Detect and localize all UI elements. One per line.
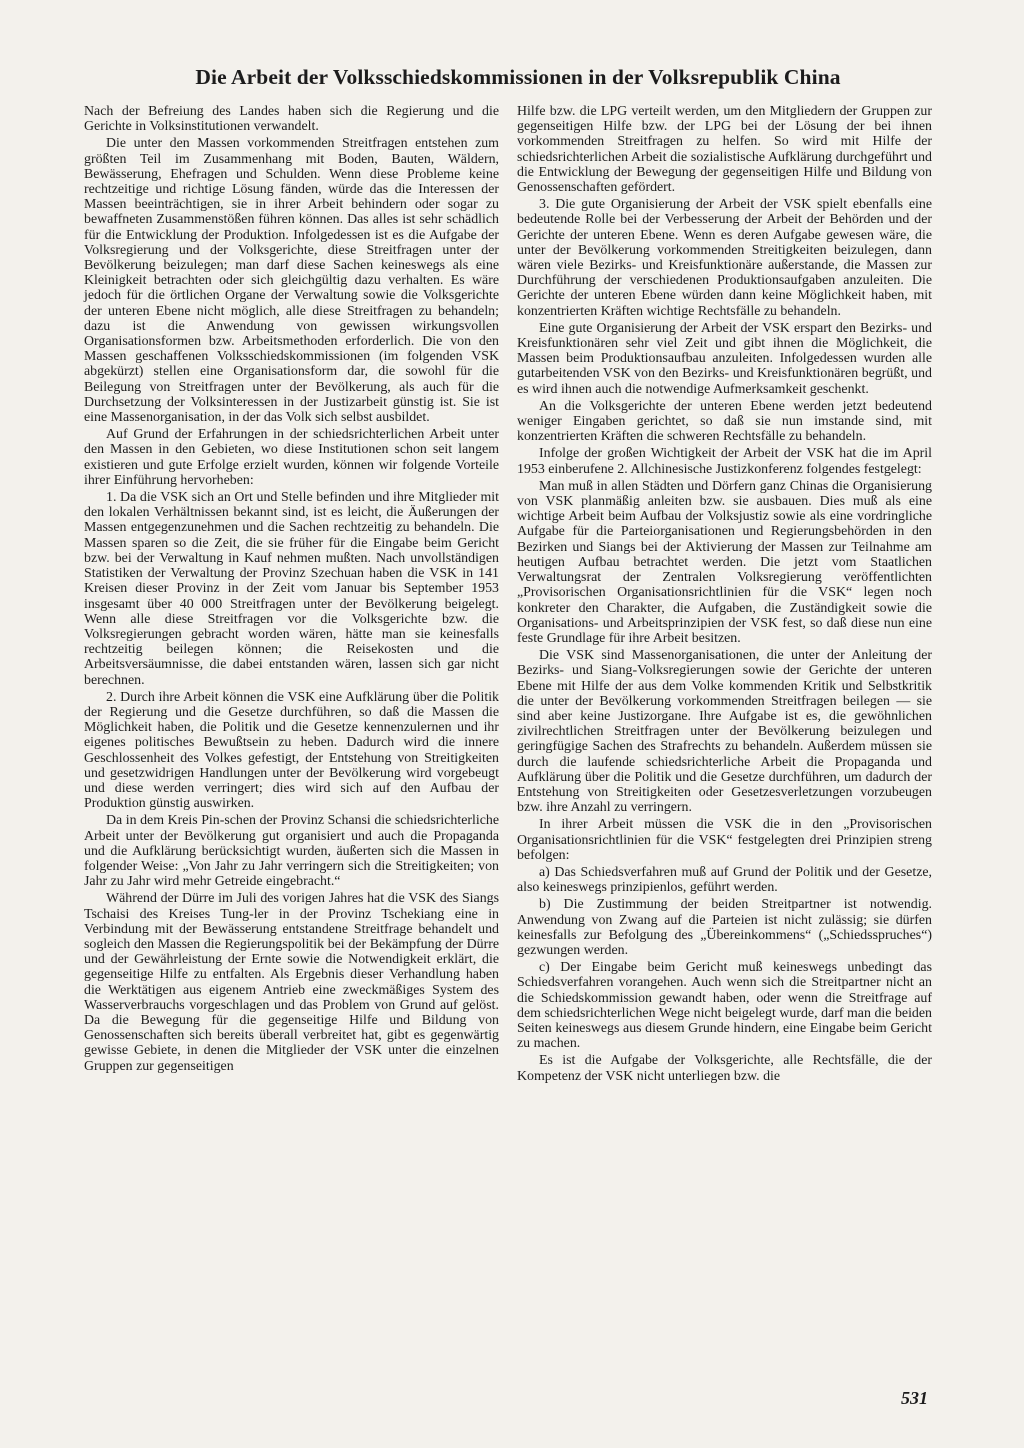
text-columns <box>84 104 932 1086</box>
left-column <box>84 104 499 1086</box>
article-title: Die Arbeit der Volksschiedskommissionen in der Volksrepublik China <box>195 65 841 89</box>
paragraph: Die VSK sind Massenorganisationen, die unter der Anleitung der Bezirks- und Siang-Volksregierungen sowie der Gerichte der unteren Ebene mit Hilfe der aus dem Volke kommenden Kritik und Selbstkritik die unter der Bevölkerung vorkommenden Streitfragen beilegen — sie sind aber keine Justizorgane. Ihre Aufgabe ist es, die gewöhnlichen zivilrechtlichen Streitfragen unter der Bevölkerung beizulegen und geringfügige Sachen des Strafrechts zu behandeln. Außerdem müssen sie durch die laufende schiedsrichterliche Arbeit die Propaganda und Aufklärung über die Politik und die Gesetze durchführen, um dadurch der Entstehung von Streitigkeiten oder Gesetzesverletzungen vorzubeugen bzw. ihre Anzahl zu verringern. <box>517 648 932 816</box>
paragraph: Die unter den Massen vorkommenden Streitfragen entstehen zum größten Teil im Zusammenhang mit Boden, Bauten, Wäldern, Bewässerung, Ehefragen und Schulden. Wenn diese Probleme keine rechtzeitige und richtige Lösung fänden, würde das die Interessen der Massen beeinträchtigen, sie in ihrer Arbeit behindern oder sogar zu bewaffneten Zusammenstößen führen können. Das alles ist sehr schädlich für die Entwicklung der Produktion. Infolgedessen ist es die Aufgabe der Volksregierung und der Volksgerichte, diese Streitfragen unter der Bevölkerung beizulegen; man darf diese Sachen keineswegs als eine Kleinigkeit betrachten oder sich gleichgültig dazu verhalten. Es wäre jedoch für die örtlichen Organe der Verwaltung sowie die Volksgerichte der unteren Ebene nicht möglich, alle diese Streitfragen zu behandeln; dazu ist die Anwendung von gewissen wirkungsvollen Organisationsformen bzw. Arbeitsmethoden erforderlich. Die von den Massen geschaffenen Volksschiedskommissionen (im folgenden VSK abgekürzt) stellen eine Organisationsform dar, die sowohl für die Beilegung von Streitfragen unter der Bevölkerung, als auch für die Durchsetzung der Volksinteressen in der Justizarbeit günstig ist. Sie ist eine Massenorganisation, in der das Volk sich selbst ausbildet. <box>84 136 499 426</box>
paragraph: Auf Grund der Erfahrungen in der schiedsrichterlichen Arbeit unter den Massen in den Gebieten, wo diese Institutionen schon seit langem existieren und gute Erfolge erzielt wurden, können wir folgende Vorteile ihrer Einführung hervorheben: <box>84 427 499 488</box>
paragraph: An die Volksgerichte der unteren Ebene werden jetzt bedeutend weniger Eingaben gerichtet, so daß sie nun imstande sind, mit konzentrierten Kräften die schweren Rechtsfälle zu behandeln. <box>517 398 932 445</box>
list-item: c) Der Eingabe beim Gericht muß keineswegs unbedingt das Schiedsverfahren vorangehen. Auch wenn sich die Streitpartner nicht an die Schiedskommission gewandt haben, oder wenn die Streitfrage auf dem schiedsrichterlichen Wege nicht beigelegt wurde, darf man die beiden Seiten keineswegs aus diesem Grunde hindern, eine Eingabe beim Gericht zu machen. <box>517 960 932 1052</box>
paragraph: Nach der Befreiung des Landes haben sich die Regierung und die Gerichte in Volksinstitutionen verwandelt. <box>84 104 499 135</box>
quoted-paragraph: Man muß in allen Städten und Dörfern ganz Chinas die Organisierung von VSK planmäßig anleiten bzw. sie ausbauen. Dies muß als eine wichtige Arbeit beim Aufbau der Volksjustiz sowie als eine vordringliche Aufgabe für die Parteiorganisationen und Regierungsbehörden in den Bezirken und Siangs bei der Aktivierung der Massen zur Teilnahme am heutigen Aufbau betrachtet werden. Die jetzt vom Staatlichen Verwaltungsrat der Zentralen Volksregierung veröffentlichten „Provisorischen Organisationsrichtlinien für die VSK“ legen noch konkreter den Charakter, die Aufgaben, die Zuständigkeit sowie die Organisations- und Arbeitsprinzipien der VSK fest, so daß diese nun eine feste Grundlage für ihre Arbeit besitzen. <box>517 478 932 646</box>
page-number: 531 <box>901 1388 928 1408</box>
right-column <box>517 104 932 1086</box>
paragraph: 3. Die gute Organisierung der Arbeit der VSK spielt ebenfalls eine bedeutende Rolle bei der Verbesserung der Arbeit der Behörden und der Gerichte der unteren Ebene. Wenn es deren Aufgabe gewesen wäre, die unter der Bevölkerung vorkommenden Streitigkeiten beizulegen, dann wären viele Bezirks- und Kreisfunktionäre außerstande, die Massen zur Durchführung der verschiedenen Produktionsaufgaben anzuleiten. Die Gerichte der unteren Ebene würden dann keine Möglichkeit haben, mit konzentrierten Kräften wichtige Rechtsfälle zu behandeln. <box>517 197 932 319</box>
paragraph: Da in dem Kreis Pin-schen der Provinz Schansi die schiedsrichterliche Arbeit unter der Bevölkerung gut organisiert und auch die Propaganda und die Aufklärung berücksichtigt wurden, äußerten sich die Massen in folgender Weise: „Von Jahr zu Jahr verringern sich die Streitigkeiten; von Jahr zu Jahr wird mehr Getreide eingebracht.“ <box>84 813 499 890</box>
list-item: a) Das Schiedsverfahren muß auf Grund der Politik und der Gesetze, also keineswegs prinzipienlos, geführt werden. <box>517 864 932 896</box>
paragraph: Während der Dürre im Juli des vorigen Jahres hat die VSK des Siangs Tschaisi des Kreises Tung-ler in der Provinz Tschekiang eine in Verbindung mit der Bewässerung entstandene Streitfrage behandelt und sogleich den Massen die Regierungspolitik bei der Bekämpfung der Dürre und der Gewährleistung der Ernte sowie die Notwendigkeit erklärt, die gegenseitige Hilfe zu entfalten. Als Ergebnis dieser Verhandlung haben die Werktätigen aus eigenem Antrieb eine zweckmäßiges System des Wasserverbrauchs vorgeschlagen und das Problem von Grund auf gelöst. Da die Bewegung für die gegenseitige Hilfe und Bildung von Genossenschaften sich bereits überall verbreitet hat, gibt es gegenwärtig gewisse Gebiete, in denen die Mitglieder der VSK unter die einzelnen Gruppen zur gegenseitigen <box>84 891 499 1074</box>
list-item: b) Die Zustimmung der beiden Streitpartner ist notwendig. Anwendung von Zwang auf die Parteien ist nicht zulässig; sie dürfen keinesfalls zur Befolgung des „Übereinkommens“ („Schiedsspruches“) gezwungen werden. <box>517 897 932 958</box>
paragraph: Es ist die Aufgabe der Volksgerichte, alle Rechtsfälle, die der Kompetenz der VSK nicht unterliegen bzw. die <box>517 1053 932 1084</box>
paragraph: Hilfe bzw. die LPG verteilt werden, um den Mitgliedern der Gruppen zur gegenseitigen Hilfe bzw. der LPG bei der Lösung der bei ihnen vorkommenden Streitfragen zu helfen. So wird mit Hilfe der schiedsrichterlichen Arbeit die sozialistische Aufklärung durchgeführt und die Entwicklung der Bewegung der gegenseitigen Hilfe und Bildung von Genossenschaften gefördert. <box>517 104 932 196</box>
paragraph: 2. Durch ihre Arbeit können die VSK eine Aufklärung über die Politik der Regierung und die Gesetze durchführen, so daß die Massen die Möglichkeit haben, die Politik und die Gesetze kennenzulernen und ihr eigenes politisches Bewußtsein zu heben. Dadurch wird die innere Geschlossenheit des Volkes gefestigt, der Entstehung von Streitigkeiten und gesetzwidrigen Handlungen unter der Bevölkerung wird vorgebeugt und diese werden verringert; dies wird sich auf den Aufbau der Produktion günstig auswirken. <box>84 689 499 812</box>
paragraph: Infolge der großen Wichtigkeit der Arbeit der VSK hat die im April 1953 einberufene 2. Allchinesische Justizkonferenz folgendes festgelegt: <box>517 446 932 477</box>
paragraph: 1. Da die VSK sich an Ort und Stelle befinden und ihre Mitglieder mit den lokalen Verhältnissen bekannt sind, ist es leicht, die Äußerungen der Massen entgegenzunehmen und die Sachen rechtzeitig zu behandeln. Die Massen sparen so die Zeit, die sie früher für die Eingabe beim Gericht bzw. bei der Verwaltung in Kauf nehmen mußten. Nach unvollständigen Statistiken der Verwaltung der Provinz Szechuan haben die VSK in 141 Kreisen dieser Provinz in der Zeit vom Januar bis September 1953 insgesamt über 40 000 Streitfragen unter der Bevölkerung beigelegt. Wenn alle diese Streitfragen vor die Volksgerichte bzw. die Volksregierungen gebracht worden wären, hätte man sie keinesfalls rechtzeitig beilegen können; die Reisekosten und die Arbeitsversäumnisse, die dabei entstanden wären, lassen sich gar nicht berechnen. <box>84 490 499 688</box>
paragraph: In ihrer Arbeit müssen die VSK die in den „Provisorischen Organisationsrichtlinien für die VSK“ festgelegten drei Prinzipien streng befolgen: <box>517 817 932 863</box>
paragraph: Eine gute Organisierung der Arbeit der VSK erspart den Bezirks- und Kreisfunktionären sehr viel Zeit und gibt ihnen die Möglichkeit, die Massen beim Produktionsaufbau anzuleiten. Infolgedessen wurden alle gutarbeitenden VSK von den Bezirks- und Kreisfunktionären begrüßt, und es wird ihnen auch die notwendige Aufmerksamkeit geschenkt. <box>517 320 932 397</box>
